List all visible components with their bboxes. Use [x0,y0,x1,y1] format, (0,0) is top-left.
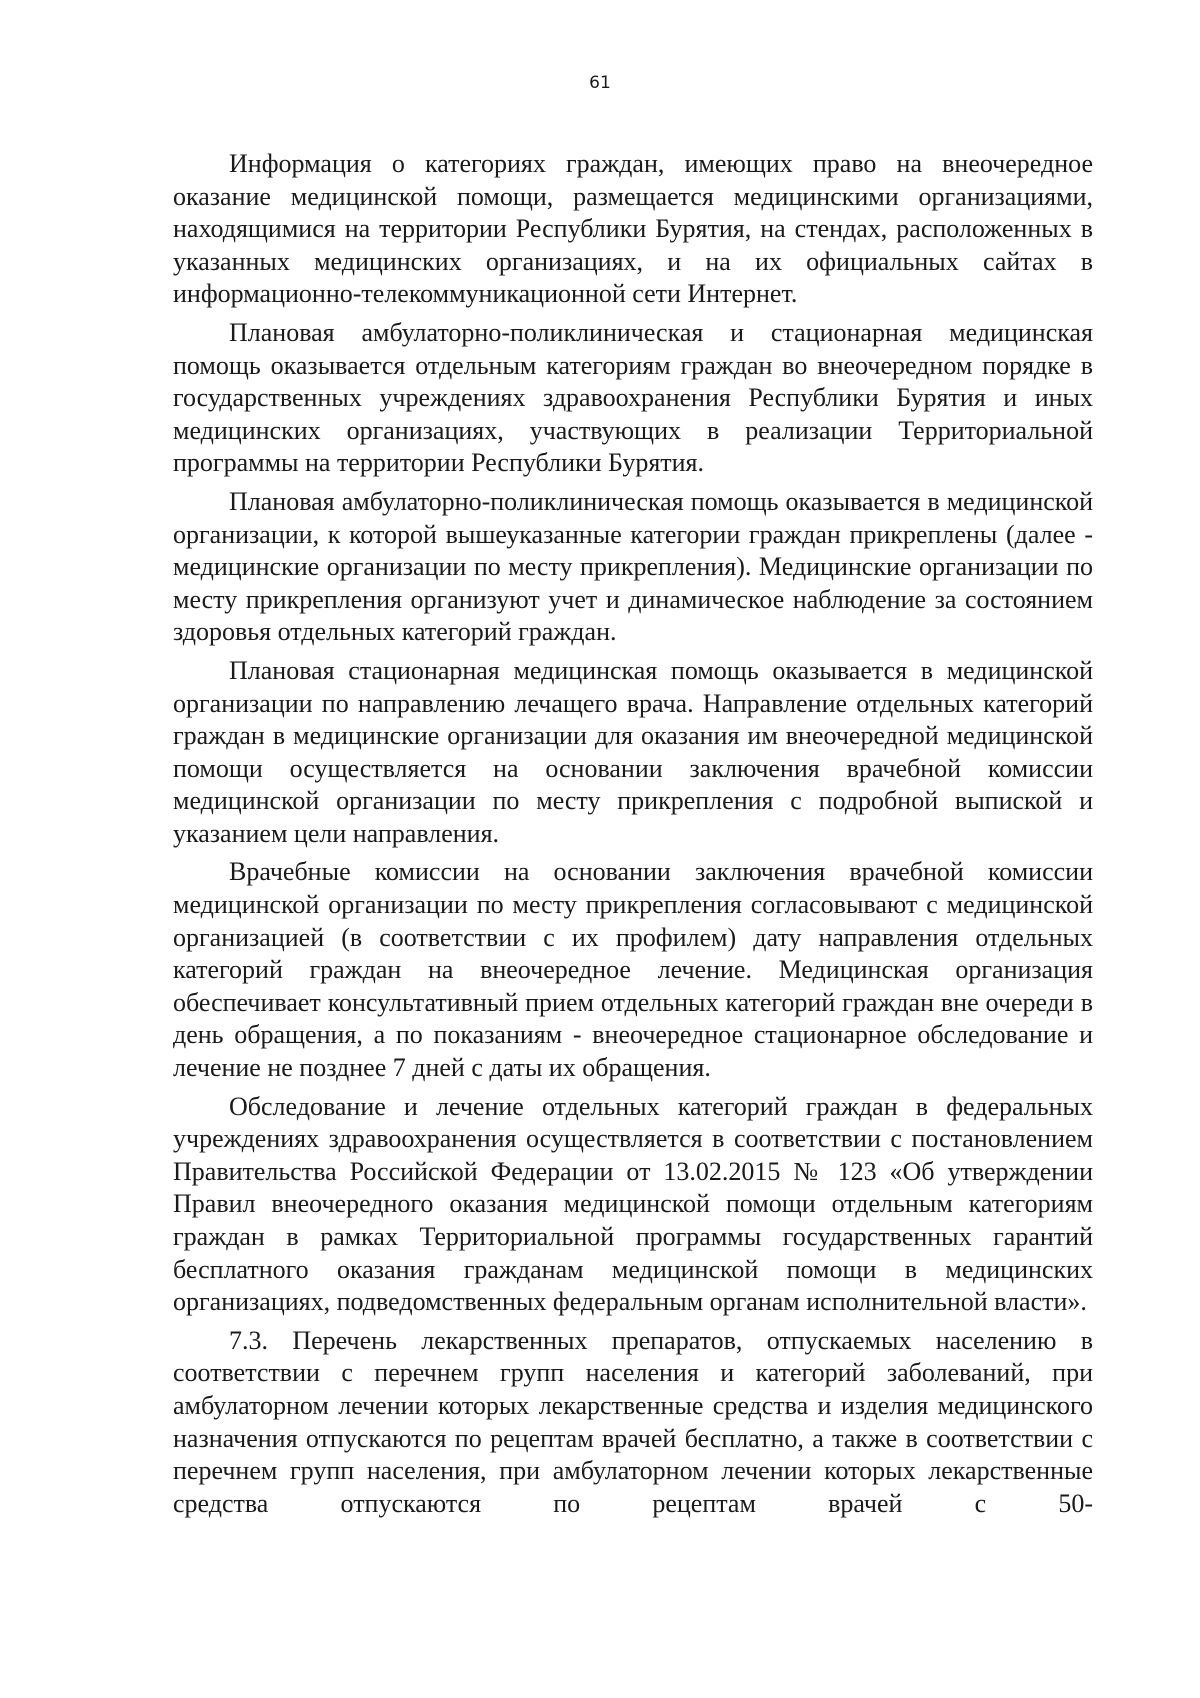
paragraph-info-categories: Информация о категориях граждан, имеющих право на внеочередное оказание медицинской помощи, размещается медицинскими организациями, находящимися на территории Республики Бурятия, на стендах, расположенных в указанных медицинских организациях, и на их официальных сайтах в информационно-телекоммуникационной сети Интернет. [173,149,1093,309]
paragraph-planned-care: Плановая амбулаторно-поликлиническая и стационарная медицинская помощь оказывается отдельным категориям граждан во внеочередном порядке в государственных учреждениях здравоохранения Республики Бурятия и иных медицинских организациях, участвующих в реализации Территориальной программы на территории Республики Бурятия. [173,317,1093,478]
paragraph-federal-institutions: Обследование и лечение отдельных категорий граждан в федеральных учреждениях здравоохранения осуществляется в соответствии с постановлением Правительства Российской Федерации от 13.02.2015 № 123 «Об утверждении Правил внеочередного оказания медицинской помощи отдельным категориям граждан в рамках Территориальной программы государственных гарантий бесплатного оказания гражданам медицинской помощи в медицинских организациях, подведомственных федеральным органам исполнительной власти». [173,1091,1093,1317]
paragraph-section-7-3: 7.3. Перечень лекарственных препаратов, отпускаемых населению в соответствии с перечнем групп населения и категорий заболеваний, при амбулаторном лечении которых лекарственные средства и изделия медицинского назначения отпускаются по рецептам врачей бесплатно, а также в соответствии с перечнем групп населения, при амбулаторном лечении которых лекарственные средства отпускаются по рецептам врачей с 50- [173,1325,1093,1518]
paragraph-outpatient-care: Плановая амбулаторно-поликлиническая помощь оказывается в медицинской организации, к которой вышеуказанные категории граждан прикреплены (далее - медицинские организации по месту прикрепления). Медицинские организации по месту прикрепления организуют учет и динамическое наблюдение за состоянием здоровья отдельных категорий граждан. [173,486,1093,647]
paragraph-inpatient-care: Плановая стационарная медицинская помощь оказывается в медицинской организации по направлению лечащего врача. Направление отдельных категорий граждан в медицинские организации для оказания им внеочередной медицинской помощи осуществляется на основании заключения врачебной комиссии медицинской организации по месту прикрепления с подробной выпиской и указанием цели направления. [173,655,1093,848]
page-number: 61 [589,73,611,93]
paragraph-medical-commissions: Врачебные комиссии на основании заключения врачебной комиссии медицинской организации по месту прикрепления согласовывают с медицинской организацией (в соответствии с их профилем) дату направления отдельных категорий граждан на внеочередное лечение. Медицинская организация обеспечивает консультативный прием отдельных категорий граждан вне очереди в день обращения, а по показаниям - внеочередное стационарное обследование и лечение не позднее 7 дней с даты их обращения. [173,857,1093,1083]
document-body [173,148,1093,1520]
